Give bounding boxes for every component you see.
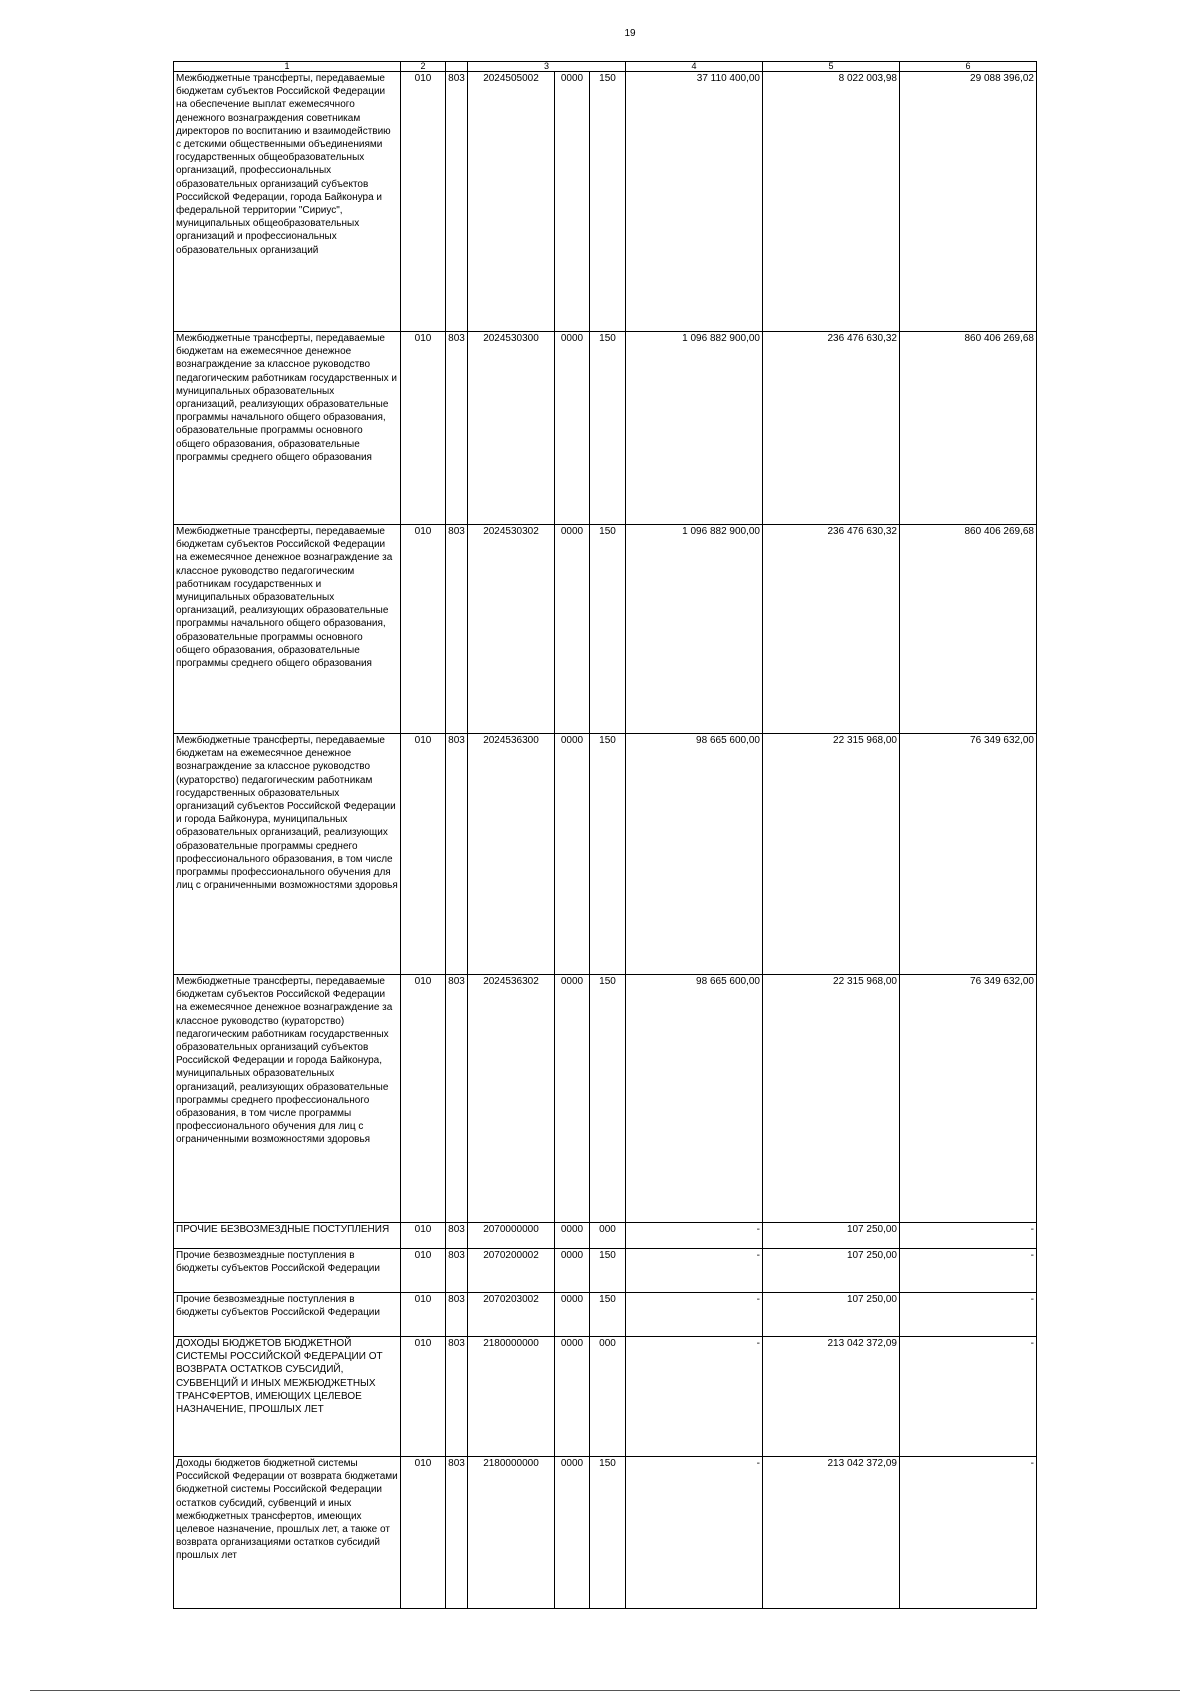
row-code-admin: 803 <box>446 72 468 332</box>
row-plan-amount: 1 096 882 900,00 <box>626 332 763 525</box>
row-remaining-amount: - <box>900 1223 1037 1249</box>
header-col-2-spacer <box>446 62 468 72</box>
row-code-kosgu: 000 <box>590 1337 626 1457</box>
row-code-program: 0000 <box>555 332 590 525</box>
row-code-kbk: 2024505002 <box>468 72 555 332</box>
row-code-admin: 803 <box>446 525 468 734</box>
row-name: ДОХОДЫ БЮДЖЕТОВ БЮДЖЕТНОЙ СИСТЕМЫ РОССИЙСКОЙ ФЕДЕРАЦИИ ОТ ВОЗВРАТА ОСТАТКОВ СУБСИДИЙ, СУБВЕНЦИЙ И ИНЫХ МЕЖБЮДЖЕТНЫХ ТРАНСФЕРТОВ, ИМЕЮЩИХ ЦЕЛЕВОЕ НАЗНАЧЕНИЕ, ПРОШЛЫХ ЛЕТ <box>174 1337 401 1457</box>
header-col-5: 5 <box>763 62 900 72</box>
row-executed-amount: 236 476 630,32 <box>763 525 900 734</box>
row-code-kbk: 2024530302 <box>468 525 555 734</box>
page-number: 19 <box>624 28 636 39</box>
row-name: Прочие безвозмездные поступления в бюджеты субъектов Российской Федерации <box>174 1249 401 1293</box>
row-code-admin: 803 <box>446 975 468 1223</box>
row-code-admin: 803 <box>446 1337 468 1457</box>
header-col-6: 6 <box>900 62 1037 72</box>
row-remaining-amount: - <box>900 1337 1037 1457</box>
row-name: Межбюджетные трансферты, передаваемые бюджетам на ежемесячное денежное вознаграждение за классное руководство педагогическим работникам государственных и муниципальных образовательных организаций, реализующих образовательные программы начального общего образования, образовательные программы основного общего образования, образовательные программы среднего общего образования <box>174 332 401 525</box>
row-code-chapter: 010 <box>401 734 446 975</box>
row-code-kbk: 2070200002 <box>468 1249 555 1293</box>
row-plan-amount: 1 096 882 900,00 <box>626 525 763 734</box>
row-code-kbk: 2070203002 <box>468 1293 555 1337</box>
row-executed-amount: 213 042 372,09 <box>763 1337 900 1457</box>
row-name: Доходы бюджетов бюджетной системы Российской Федерации от возврата бюджетами бюджетной системы Российской Федерации остатков субсидий, субвенций и иных межбюджетных трансфертов, имеющих целевое назначение, прошлых лет, а также от возврата организациями остатков субсидий прошлых лет <box>174 1457 401 1609</box>
row-code-chapter: 010 <box>401 1293 446 1337</box>
row-code-program: 0000 <box>555 1249 590 1293</box>
row-name: Межбюджетные трансферты, передаваемые бюджетам субъектов Российской Федерации на обеспечение выплат ежемесячного денежного вознаграждения советникам директоров по воспитанию и взаимодействию с детскими общественными объединениями государственных общеобразовательных организаций, профессиональных образовательных организаций субъектов Российской Федерации, города Байконура и федеральной территории "Сириус", муниципальных общеобразовательных организаций и профессиональных образовательных организаций <box>174 72 401 332</box>
table-row <box>174 1293 1037 1337</box>
row-code-chapter: 010 <box>401 525 446 734</box>
row-code-kosgu: 150 <box>590 734 626 975</box>
row-code-admin: 803 <box>446 734 468 975</box>
table-row <box>174 1249 1037 1293</box>
row-code-kbk: 2180000000 <box>468 1337 555 1457</box>
row-code-kbk: 2070000000 <box>468 1223 555 1249</box>
row-name: Межбюджетные трансферты, передаваемые бюджетам субъектов Российской Федерации на ежемесячное денежное вознаграждение за классное руководство (кураторство) педагогическим работникам государственных образовательных организаций субъектов Российской Федерации и города Байконура, муниципальных образовательных организаций, реализующих образовательные программы среднего профессионального образования, в том числе программы профессионального обучения для лиц с ограниченными возможностями здоровья <box>174 975 401 1223</box>
row-remaining-amount: 76 349 632,00 <box>900 734 1037 975</box>
table-row <box>174 525 1037 734</box>
row-code-chapter: 010 <box>401 1223 446 1249</box>
row-code-admin: 803 <box>446 1249 468 1293</box>
row-code-kbk: 2024536300 <box>468 734 555 975</box>
row-code-kosgu: 000 <box>590 1223 626 1249</box>
header-col-1: 1 <box>174 62 401 72</box>
row-code-program: 0000 <box>555 525 590 734</box>
row-executed-amount: 22 315 968,00 <box>763 734 900 975</box>
row-executed-amount: 107 250,00 <box>763 1293 900 1337</box>
row-name: Межбюджетные трансферты, передаваемые бюджетам на ежемесячное денежное вознаграждение за классное руководство (кураторство) педагогическим работникам государственных образовательных организаций субъектов Российской Федерации и города Байконура, муниципальных образовательных организаций, реализующих образовательные программы среднего профессионального образования, в том числе программы профессионального обучения для лиц с ограниченными возможностями здоровья <box>174 734 401 975</box>
row-code-kbk: 2024530300 <box>468 332 555 525</box>
row-code-kbk: 2024536302 <box>468 975 555 1223</box>
row-executed-amount: 107 250,00 <box>763 1249 900 1293</box>
row-code-program: 0000 <box>555 734 590 975</box>
header-col-4: 4 <box>626 62 763 72</box>
row-code-admin: 803 <box>446 1223 468 1249</box>
row-code-kosgu: 150 <box>590 1457 626 1609</box>
row-remaining-amount: 860 406 269,68 <box>900 525 1037 734</box>
row-code-admin: 803 <box>446 332 468 525</box>
row-plan-amount: 98 665 600,00 <box>626 734 763 975</box>
row-code-program: 0000 <box>555 1457 590 1609</box>
row-executed-amount: 236 476 630,32 <box>763 332 900 525</box>
row-code-program: 0000 <box>555 1293 590 1337</box>
header-col-2: 2 <box>401 62 446 72</box>
row-name: Прочие безвозмездные поступления в бюджеты субъектов Российской Федерации <box>174 1293 401 1337</box>
row-code-kosgu: 150 <box>590 975 626 1223</box>
header-col-3: 3 <box>468 62 626 72</box>
row-code-chapter: 010 <box>401 1337 446 1457</box>
row-plan-amount: - <box>626 1223 763 1249</box>
row-remaining-amount: - <box>900 1457 1037 1609</box>
row-plan-amount: 37 110 400,00 <box>626 72 763 332</box>
table-row <box>174 1223 1037 1249</box>
scan-edge-line <box>30 1690 1180 1691</box>
row-code-chapter: 010 <box>401 72 446 332</box>
row-code-admin: 803 <box>446 1457 468 1609</box>
budget-revenue-table <box>173 61 1037 1609</box>
row-name: ПРОЧИЕ БЕЗВОЗМЕЗДНЫЕ ПОСТУПЛЕНИЯ <box>174 1223 401 1249</box>
table-row <box>174 1337 1037 1457</box>
row-code-kosgu: 150 <box>590 1249 626 1293</box>
row-plan-amount: - <box>626 1293 763 1337</box>
row-plan-amount: - <box>626 1249 763 1293</box>
row-executed-amount: 107 250,00 <box>763 1223 900 1249</box>
row-code-chapter: 010 <box>401 332 446 525</box>
table-row <box>174 734 1037 975</box>
row-code-kosgu: 150 <box>590 525 626 734</box>
row-code-program: 0000 <box>555 1337 590 1457</box>
row-plan-amount: 98 665 600,00 <box>626 975 763 1223</box>
row-code-program: 0000 <box>555 72 590 332</box>
row-name: Межбюджетные трансферты, передаваемые бюджетам субъектов Российской Федерации на ежемесячное денежное вознаграждение за классное руководство педагогическим работникам государственных и муниципальных образовательных организаций, реализующих образовательные программы начального общего образования, образовательные программы основного общего образования, образовательные программы среднего общего образования <box>174 525 401 734</box>
row-code-chapter: 010 <box>401 1249 446 1293</box>
row-code-chapter: 010 <box>401 1457 446 1609</box>
row-plan-amount: - <box>626 1457 763 1609</box>
row-code-program: 0000 <box>555 1223 590 1249</box>
row-executed-amount: 8 022 003,98 <box>763 72 900 332</box>
table-row <box>174 332 1037 525</box>
row-code-kosgu: 150 <box>590 1293 626 1337</box>
row-remaining-amount: 29 088 396,02 <box>900 72 1037 332</box>
row-code-chapter: 010 <box>401 975 446 1223</box>
row-code-program: 0000 <box>555 975 590 1223</box>
row-plan-amount: - <box>626 1337 763 1457</box>
table-header-row <box>174 62 1037 72</box>
table-row <box>174 1457 1037 1609</box>
row-code-kbk: 2180000000 <box>468 1457 555 1609</box>
table-row <box>174 72 1037 332</box>
row-remaining-amount: 860 406 269,68 <box>900 332 1037 525</box>
row-executed-amount: 213 042 372,09 <box>763 1457 900 1609</box>
row-remaining-amount: 76 349 632,00 <box>900 975 1037 1223</box>
row-remaining-amount: - <box>900 1293 1037 1337</box>
row-code-kosgu: 150 <box>590 332 626 525</box>
row-executed-amount: 22 315 968,00 <box>763 975 900 1223</box>
row-code-admin: 803 <box>446 1293 468 1337</box>
table-row <box>174 975 1037 1223</box>
row-code-kosgu: 150 <box>590 72 626 332</box>
row-remaining-amount: - <box>900 1249 1037 1293</box>
